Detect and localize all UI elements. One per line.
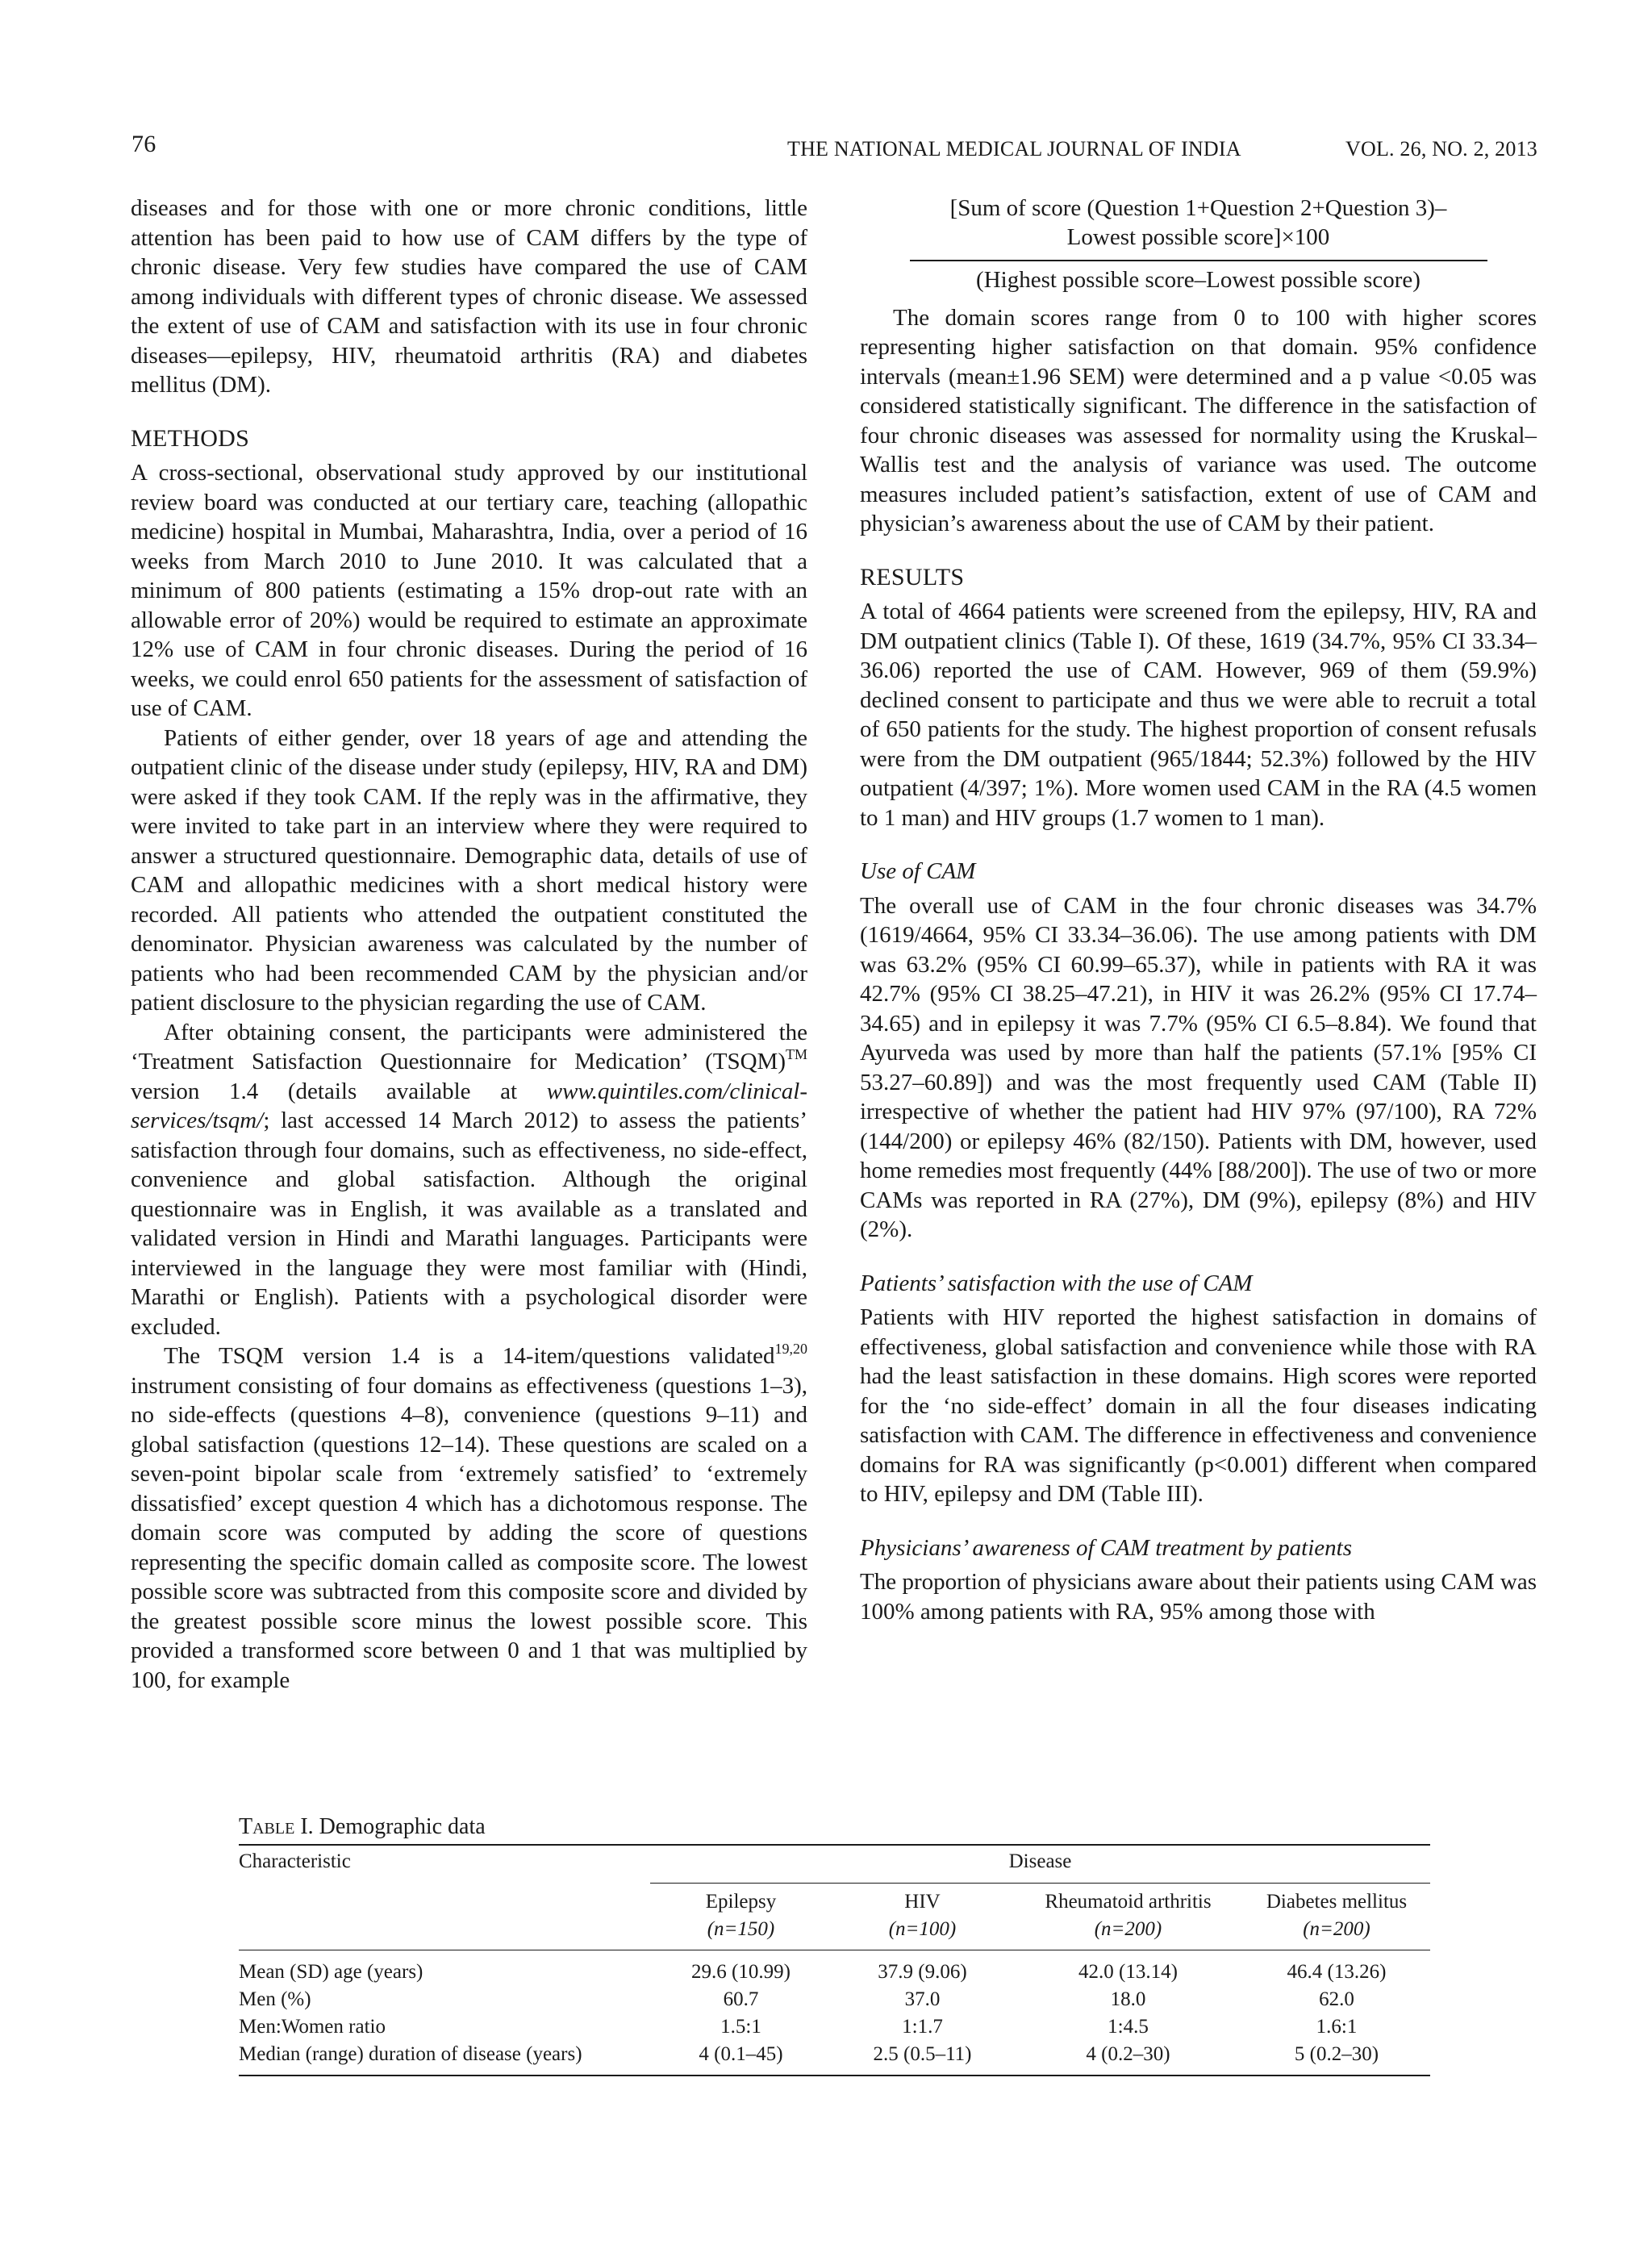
column-n: (n=200) [1303,1918,1370,1940]
formula-numerator-line-2: Lowest possible score]×100 [1066,224,1330,250]
methods-p4-text-a: The TSQM version 1.4 is a 14-item/questions validated [164,1343,775,1369]
row-label: Men:Women ratio [239,2016,386,2038]
characteristic-header: Characteristic [239,1850,351,1872]
awareness-paragraph: The proportion of physicians aware about their patients using CAM was 100% among patients with RA, 95% among those with [860,1569,1537,1625]
header-empty-cell [239,1884,650,1950]
row-label: Men (%) [239,1988,311,2010]
methods-heading: METHODS [131,424,250,452]
satisfaction-heading: Patients’ satisfaction with the use of CAM [860,1270,1253,1296]
column-header-ra [1013,1884,1243,1950]
methods-p3-text-c: ; last accessed 14 March 2012) to assess the patients’ satisfaction through four domains, such as effectiveness, no side-effect, convenience and global satisfaction. Although the original questionnaire was in English, it was available as a translated and validated version in Hindi and Marathi languages. Participants were interviewed in the language they were most familiar with (Hindi, Marathi or English). Patients with a psychological disorder were excluded. [131,1108,807,1340]
use-of-cam-heading: Use of CAM [860,858,976,884]
column-name: Rheumatoid arthritis [1045,1891,1212,1913]
tsqm-url: www.quintiles.com/clinical-services/tsqm/ [131,1078,807,1133]
table-cell: 37.0 [904,1988,941,2010]
row-label: Mean (SD) age (years) [239,1961,423,1983]
table-cell: 1:1.7 [902,2016,943,2038]
right-column [860,194,1537,1626]
column-header-dm [1243,1884,1430,1950]
table-cell: 5 (0.2–30) [1294,2043,1379,2065]
reference-superscript: 19,20 [774,1341,807,1357]
methods-paragraph-4 [131,1341,807,1695]
column-header-epilepsy [650,1884,832,1950]
volume-info: VOL. 26, NO. 2, 2013 [1345,137,1537,161]
formula-denominator: (Highest possible score–Lowest possible score) [976,266,1420,293]
table-cell: 1.5:1 [720,2016,761,2038]
column-header-hiv [832,1884,1013,1950]
intro-paragraph: diseases and for those with one or more chronic conditions, little attention has been paid to how use of CAM differs by the type of chronic disease. Very few studies have compared the use of CAM among individuals with different types of chronic disease. We assessed the extent of use of CAM and satisfaction with its use in four chronic diseases—epilepsy, HIV, rheumatoid arthritis (RA) and diabetes mellitus (DM). [131,195,807,398]
results-paragraph: A total of 4664 patients were screened from the epilepsy, HIV, RA and DM outpatient clinics (Table I). Of these, 1619 (34.7%, 95% CI 33.34–36.06) reported the use of CAM. However, 969 of them (59.9%) declined consent to participate and thus we were able to recruit a total of 650 patients for the study. The highest proportion of consent refusals were from the DM outpatient (965/1844; 52.3%) followed by the HIV outpatient (4/397; 1%). More women used CAM in the RA (4.5 women to 1 man) and HIV groups (1.7 women to 1 man). [860,599,1537,831]
table-header-row-2 [239,1884,1430,1950]
running-header [131,131,1537,163]
table-cell: 62.0 [1319,1988,1354,2010]
methods-p4-text-b: instrument consisting of four domains as effectiveness (questions 1–3), no side-effects (questions 4–8), convenience (questions 9–11) and global satisfaction (questions 12–14). These questions are scaled on a seven-point bipolar scale from ‘extremely satisfied’ to ‘extremely dissatisfied’ except question 4 which has a dichotomous response. The domain score was computed by adding the score of questions representing the specific domain called as composite score. The lowest possible score was subtracted from this composite score and divided by the greatest possible score minus the lowest possible score. This provided a transformed score between 0 and 1 that was multiplied by 100, for example [131,1372,807,1693]
table-row [239,1986,1430,2013]
table-cell: 42.0 (13.14) [1078,1961,1178,1983]
table-row [239,1950,1430,1987]
trademark-superscript: TM [786,1046,807,1062]
methods-p3-text-a: After obtaining consent, the participants were administered the ‘Treatment Satisfaction Questionnaire for Medication’ (TSQM) [131,1019,807,1074]
table-cell: 46.4 (13.26) [1287,1961,1387,1983]
column-n: (n=200) [1094,1918,1162,1940]
results-heading: RESULTS [860,563,965,590]
demographic-table [239,1844,1430,2076]
left-column [131,194,807,1695]
journal-title: THE NATIONAL MEDICAL JOURNAL OF INDIA [787,137,1241,161]
table-cell: 37.9 (9.06) [878,1961,967,1983]
methods-p3-text-b: version 1.4 (details available at [131,1078,547,1104]
satisfaction-paragraph: Patients with HIV reported the highest satisfaction in domains of effectiveness, global satisfaction and convenience while those with RA had the least satisfaction in these domains. High scores were reported for the ‘no side-effect’ domain in all the four diseases indicating satisfaction with CAM. The difference in effectiveness and convenience domains for RA was significantly (p<0.001) different when compared to HIV, epilepsy and DM (Table III). [860,1304,1537,1507]
domain-score-paragraph: The domain scores range from 0 to 100 with higher scores representing higher satisfaction on that domain. 95% confidence intervals (mean±1.96 SEM) were determined and a p value <0.05 was considered statistically significant. The difference in the satisfaction of four chronic diseases was assessed for normality using the Kruskal–Wallis test and the analysis of variance was used. The outcome measures included patient’s satisfaction, extent of use of CAM and physician’s awareness about the use of CAM by their patient. [860,304,1537,536]
formula-numerator-line-1: [Sum of score (Question 1+Question 2+Question 3)– [949,195,1447,221]
table-cell: 2.5 (0.5–11) [873,2043,972,2065]
column-n: (n=100) [888,1918,957,1940]
table-title [239,1814,1430,1840]
methods-paragraph-1: A cross-sectional, observational study approved by our institutional review board was conducted at our tertiary care, teaching (allopathic medicine) hospital in Mumbai, Maharashtra, India, over a period of 16 weeks from March 2010 to June 2010. It was calculated that a minimum of 800 patients (estimating a 15% drop-out rate with an allowable error of 20%) would be required to estimate an approximate 12% use of CAM in four chronic diseases. During the period of 16 weeks, we could enrol 650 patients for the assessment of satisfaction of use of CAM. [131,460,807,721]
row-label: Median (range) duration of disease (years) [239,2043,582,2065]
disease-header: Disease [650,1845,1430,1884]
fraction-bar [910,260,1487,261]
column-name: Epilepsy [705,1891,777,1913]
column-name: Diabetes mellitus [1266,1891,1408,1913]
methods-paragraph-2: Patients of either gender, over 18 years of age and attending the outpatient clinic of the disease under study (epilepsy, HIV, RA and DM) were asked if they took CAM. If the reply was in the affirmative, they were invited to take part in an interview where they were required to answer a structured questionnaire. Demographic data, details of use of CAM and allopathic medicines with a short medical history were recorded. All patients who attended the outpatient constituted the denominator. Physician awareness was calculated by the number of patients who had been recommended CAM by the physician and/or patient disclosure to the physician regarding the use of CAM. [131,724,807,1016]
page-number: 76 [131,131,156,157]
table-header-row-1 [239,1845,1430,1884]
table-cell: 29.6 (10.99) [691,1961,791,1983]
table-demographic-data [239,1814,1430,2076]
use-of-cam-paragraph: The overall use of CAM in the four chronic diseases was 34.7% (1619/4664, 95% CI 33.34–36.06). The use among patients with DM was 63.2% (95% CI 60.99–65.37), while in patients with RA it was 42.7% (95% CI 38.25–47.21), in HIV it was 26.2% (95% CI 17.74–34.65) and in epilepsy it was 7.7% (95% CI 6.5–8.84). We found that Ayurveda was used by more than half the patients (57.1% [95% CI 53.27–60.89]) and was the most frequently used CAM (Table II) irrespective of whether the patient had HIV 97% (97/100), RA 72% (144/200) or epilepsy 46% (82/150). Patients with DM, however, used home remedies most frequently (44% [88/200]). The use of two or more CAMs was reported in RA (27%), DM (9%), epilepsy (8%) and HIV (2%). [860,892,1537,1242]
table-cell: 4 (0.1–45) [699,2043,783,2065]
table-cell: 18.0 [1110,1988,1146,2010]
column-n: (n=150) [707,1918,775,1940]
table-title-prefix: Table [239,1814,295,1839]
table-cell: 60.7 [723,1988,759,2010]
table-cell: 4 (0.2–30) [1086,2043,1170,2065]
table-cell: 1.6:1 [1316,2016,1358,2038]
table-row [239,2041,1430,2076]
domain-score-formula [860,194,1537,295]
table-title-text: I. Demographic data [294,1814,486,1839]
methods-paragraph-3 [131,1018,807,1342]
awareness-heading: Physicians’ awareness of CAM treatment by patients [860,1534,1352,1561]
table-row [239,2013,1430,2041]
table-cell: 1:4.5 [1108,2016,1149,2038]
column-name: HIV [904,1891,941,1913]
